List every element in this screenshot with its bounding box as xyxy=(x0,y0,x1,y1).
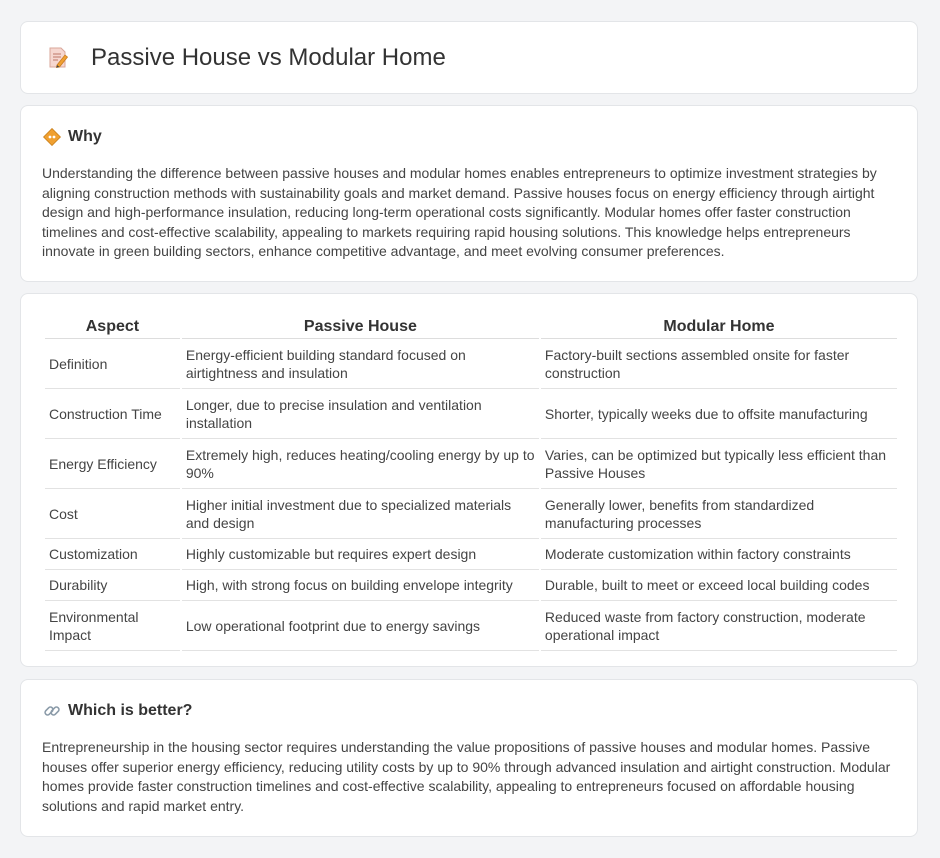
passive-cell: Low operational footprint due to energy savings xyxy=(182,601,539,651)
modular-cell: Factory-built sections assembled onsite for faster construction xyxy=(541,339,897,389)
modular-cell: Durable, built to meet or exceed local building codes xyxy=(541,570,897,601)
header-card xyxy=(20,21,918,94)
passive-cell: Highly customizable but requires expert design xyxy=(182,539,539,570)
table-row xyxy=(45,389,897,439)
why-heading: Why xyxy=(68,128,102,145)
modular-cell: Reduced waste from factory construction, moderate operational impact xyxy=(541,601,897,651)
aspect-cell: Definition xyxy=(45,339,180,389)
modular-cell: Moderate customization within factory constraints xyxy=(541,539,897,570)
comparison-table-card xyxy=(20,293,918,667)
aspect-cell: Construction Time xyxy=(45,389,180,439)
passive-cell: Higher initial investment due to specialized materials and design xyxy=(182,489,539,539)
header-aspect: Aspect xyxy=(45,313,180,339)
passive-cell: Energy-efficient building standard focused on airtightness and insulation xyxy=(182,339,539,389)
header-modular-home: Modular Home xyxy=(541,313,897,339)
table-row xyxy=(45,601,897,651)
diamond-sign-icon xyxy=(43,128,61,146)
table-row xyxy=(45,489,897,539)
modular-cell: Varies, can be optimized but typically less efficient than Passive Houses xyxy=(541,439,897,489)
passive-cell: High, with strong focus on building envelope integrity xyxy=(182,570,539,601)
comparison-table xyxy=(43,313,899,651)
link-icon xyxy=(43,702,61,720)
why-section xyxy=(20,105,918,282)
table-row xyxy=(45,439,897,489)
modular-cell: Shorter, typically weeks due to offsite manufacturing xyxy=(541,389,897,439)
table-row xyxy=(45,339,897,389)
document-pencil-icon xyxy=(47,46,69,70)
aspect-cell: Customization xyxy=(45,539,180,570)
aspect-cell: Environmental Impact xyxy=(45,601,180,651)
page-title: Passive House vs Modular Home xyxy=(91,44,446,71)
aspect-cell: Energy Efficiency xyxy=(45,439,180,489)
aspect-cell: Durability xyxy=(45,570,180,601)
passive-cell: Extremely high, reduces heating/cooling energy by up to 90% xyxy=(182,439,539,489)
table-row xyxy=(45,539,897,570)
table-header-row xyxy=(45,313,897,339)
better-text: Entrepreneurship in the housing sector requires understanding the value propositions of passive houses and modular homes. Passive houses offer superior energy efficiency, reducing utility costs by up to 90% through advanced insulation and airtight construction. Modular homes provide faster construction timelines and cost-effective scalability, appealing to entrepreneurs focused on affordable housing solutions and rapid market entry. xyxy=(42,739,891,814)
which-is-better-section xyxy=(20,679,918,837)
aspect-cell: Cost xyxy=(45,489,180,539)
header-passive-house: Passive House xyxy=(182,313,539,339)
table-row xyxy=(45,570,897,601)
modular-cell: Generally lower, benefits from standardized manufacturing processes xyxy=(541,489,897,539)
better-heading: Which is better? xyxy=(68,702,193,719)
passive-cell: Longer, due to precise insulation and ventilation installation xyxy=(182,389,539,439)
why-text: Understanding the difference between passive houses and modular homes enables entrepreneurs to optimize investment strategies by aligning construction methods with sustainability goals and market demand. Passive houses focus on energy efficiency through airtight design and high-performance insulation, reducing long-term operational costs significantly. Modular homes offer faster construction timelines and cost-effective scalability, appealing to markets requiring rapid housing solutions. This knowledge helps entrepreneurs innovate in green building sectors, enhance competitive advantage, and meet evolving consumer preferences. xyxy=(42,165,877,260)
